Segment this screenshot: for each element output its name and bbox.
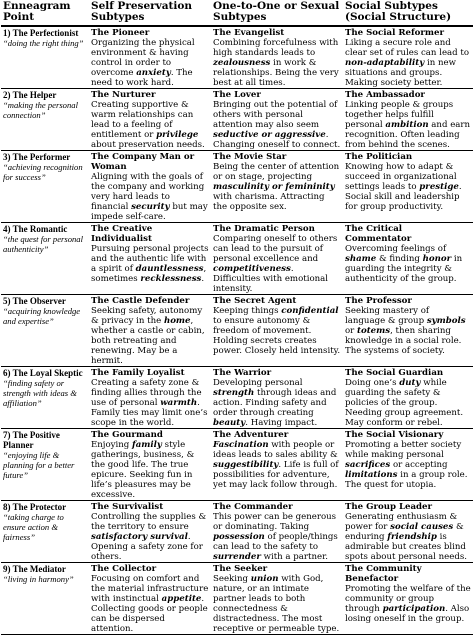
point-label: 4) The Romantic (3, 224, 68, 234)
emphasis-text: prestige (419, 182, 459, 192)
point-quote: “acquiring knowledge and expertise” (3, 306, 81, 326)
point-label: 9) The Mediator (3, 564, 66, 574)
table-row (1, 563, 473, 635)
subtype-title: The Seeker (213, 564, 268, 574)
sp-subtype-cell (89, 295, 211, 367)
emphasis-text: suggestibility (213, 460, 279, 470)
emphasis-text: beauty (213, 418, 246, 428)
subtype-description: Developing personal strength through ideas and action. Finding safety and order through creating beauty. Having impact. (213, 378, 337, 428)
enneagram-point-cell (1, 151, 89, 223)
subtype-description: Keeping things confidential to ensure autonomy & freedom of movement. Holding secrets creates power. Closely held intensity. (213, 306, 341, 356)
sx-subtype-cell (211, 223, 343, 295)
sp-subtype-cell (89, 151, 211, 223)
emphasis-text: strength (213, 388, 255, 398)
table-row (1, 295, 473, 367)
subtype-description: This power can be generous or dominating. Taking possession of people/things can lead to the safety to surrender with a partner. (213, 512, 338, 562)
emphasis-text: confidential (281, 306, 339, 316)
so-subtype-cell (343, 563, 473, 635)
table-row (1, 223, 473, 295)
sx-subtype-cell (211, 26, 343, 89)
enneagram-point-cell (1, 563, 89, 635)
point-label: 8) The Protector (3, 502, 67, 512)
sp-subtype-cell (89, 429, 211, 501)
emphasis-text: honor (422, 254, 452, 264)
point-label: 7) The Positive Planner (3, 430, 60, 450)
table-row (1, 26, 473, 89)
emphasis-text: satisfactory survival (91, 532, 188, 542)
point-quote: “taking charge to ensure action & fairness” (3, 512, 64, 542)
subtype-title: The Company Man or Woman (91, 152, 195, 172)
subtype-title: The Evangelist (213, 28, 285, 38)
emphasis-text: possession (213, 532, 265, 542)
sp-subtype-cell (89, 501, 211, 563)
header-social: Social Subtypes (Social Structure) (343, 0, 473, 26)
table-row (1, 89, 473, 151)
sx-subtype-cell (211, 367, 343, 429)
subtype-title: The Gourmand (91, 430, 163, 440)
emphasis-text: warmth (160, 398, 198, 408)
subtype-description: Aligning with the goals of the company and working very hard leads to financial security but may impede self-care. (91, 172, 208, 222)
subtype-description: Liking a secure role and clear set of rules can lead to non-adaptability in new situations and groups. Making society better. (345, 38, 470, 88)
so-subtype-cell (343, 295, 473, 367)
emphasis-text: anxiety (136, 68, 171, 78)
point-quote: “enjoying life & planning for a better future” (3, 450, 75, 480)
subtype-title: The Family Loyalist (91, 368, 185, 378)
enneagram-point-cell (1, 501, 89, 563)
header-point: Enneagram Point (1, 0, 89, 26)
emphasis-text: privilege (156, 130, 199, 140)
subtype-description: Enjoying family style gatherings, business, & the good life. The true epicure. Seeking fun in life’s pleasures may be excessive. (91, 440, 195, 500)
subtype-description: Fascination with people or ideas leads to sales ability & suggestibility. Life is full of possibilities for adventure, yet may lack follow through. (213, 440, 339, 490)
enneagram-point-cell (1, 26, 89, 89)
emphasis-text: ambition (385, 120, 429, 130)
point-label: 1) The Perfectionist (3, 28, 79, 38)
subtype-title: The Politician (345, 152, 413, 162)
subtype-description: Creating supportive & warm relationships can lead to a feeling of entitlement or privilege about preservation needs. (91, 100, 205, 150)
subtype-description: Bringing out the potential of others with personal attention may also seem seductive or aggressive. Changing oneself to connect. (213, 100, 341, 150)
sx-subtype-cell (211, 501, 343, 563)
point-quote: “finding safety or strength with ideas & affiliation” (3, 378, 77, 408)
subtype-description: Overcoming feelings of shame & finding honor in guarding the integrity & authenticity of the group. (345, 244, 463, 284)
point-quote: “living in harmony” (3, 574, 74, 584)
enneagram-point-cell (1, 223, 89, 295)
header-row (1, 0, 473, 26)
emphasis-text: social causes (390, 522, 454, 532)
sx-subtype-cell (211, 295, 343, 367)
emphasis-text: dauntlessness (135, 264, 204, 274)
subtype-title: The Nurturer (91, 90, 156, 100)
subtype-title: The Creative Individualist (91, 224, 153, 244)
subtype-description: Doing one’s duty while guarding the safety & policies of the group. Needing group agreement. May conform or rebel. (345, 378, 464, 428)
so-subtype-cell (343, 367, 473, 429)
sp-subtype-cell (89, 367, 211, 429)
so-subtype-cell (343, 429, 473, 501)
emphasis-text: totems (357, 326, 391, 336)
sx-subtype-cell (211, 563, 343, 635)
subtype-title: The Social Visionary (345, 430, 444, 440)
emphasis-text: family (132, 440, 162, 450)
so-subtype-cell (343, 26, 473, 89)
subtype-title: The Social Guardian (345, 368, 444, 378)
point-quote: “doing the right thing” (3, 38, 84, 48)
subtype-description: Seeking safety, autonomy & privacy in the home, whether a castle or cabin, both retreating and renewing. May be a hermit. (91, 306, 205, 366)
emphasis-text: zealousness (213, 58, 271, 68)
subtype-description: Pursuing personal projects and the authentic life with a spirit of dauntlessness, sometimes recklessness. (91, 244, 209, 284)
subtype-title: The Castle Defender (91, 296, 190, 306)
sp-subtype-cell (89, 89, 211, 151)
sp-subtype-cell (89, 223, 211, 295)
emphasis-text: duty (399, 378, 421, 388)
subtype-title: The Commander (213, 502, 293, 512)
subtype-title: The Adventurer (213, 430, 289, 440)
table-row (1, 367, 473, 429)
subtype-title: The Collector (91, 564, 157, 574)
so-subtype-cell (343, 89, 473, 151)
emphasis-text: Fascination (213, 440, 269, 450)
subtype-description: Promoting the welfare of the community or group through participation. Also losing oneself in the group. (345, 584, 471, 624)
subtype-title: The Critical Commentator (345, 224, 412, 244)
subtype-description: Promoting a better society while making personal sacrifices or accepting limitations in a group role. The quest for utopia. (345, 440, 468, 490)
emphasis-text: surrender (213, 552, 261, 562)
subtype-description: Seeking mastery of language & group symbols or totems, then sharing knowledge in a social role. The systems of society. (345, 306, 466, 356)
subtype-title: The Ambassador (345, 90, 425, 100)
subtype-description: Being the center of attention or on stage, projecting masculinity or femininity with charisma. Attracting the opposite sex. (213, 162, 340, 212)
emphasis-text: participation (382, 604, 446, 614)
subtype-title: The Secret Agent (213, 296, 297, 306)
enneagram-point-cell (1, 367, 89, 429)
emphasis-text: masculinity or femininity (213, 182, 335, 192)
subtype-description: Creating a safety zone & finding allies through the use of personal warmth. Family ties may limit one’s scope in the world. (91, 378, 208, 428)
emphasis-text: shame (345, 254, 377, 264)
emphasis-text: friendship (387, 532, 437, 542)
subtype-title: The Professor (345, 296, 412, 306)
subtype-title: The Dramatic Person (213, 224, 315, 234)
emphasis-text: union (250, 574, 279, 584)
sx-subtype-cell (211, 151, 343, 223)
sp-subtype-cell (89, 26, 211, 89)
emphasis-text: limitations (345, 470, 398, 480)
table-body (1, 26, 473, 635)
emphasis-text: recklessness (140, 274, 202, 284)
subtype-description: Linking people & groups together helps fulfill personal ambition and earn recognition. Often leading from behind the scenes. (345, 100, 471, 150)
subtype-title: The Social Reformer (345, 28, 445, 38)
emphasis-text: security (131, 202, 170, 212)
table-row (1, 151, 473, 223)
subtype-description: Knowing how to adapt & succeed in organizational settings leads to prestige. Social skill and leadership for group productivity. (345, 162, 462, 212)
sx-subtype-cell (211, 429, 343, 501)
so-subtype-cell (343, 501, 473, 563)
point-quote: “making the personal connection” (3, 100, 78, 120)
point-quote: “the quest for personal authenticity” (3, 234, 83, 254)
subtype-description: Combining forcefulness with high standards leads to zealousness in work & relationships. Being the very best at all times. (213, 38, 339, 88)
subtype-description: Seeking union with God, nature, or an intimate partner leads to both connectedness & distractedness. The most receptive or permeable type. (213, 574, 340, 634)
enneagram-point-cell (1, 89, 89, 151)
point-label: 5) The Observer (3, 296, 66, 306)
emphasis-text: non-adaptability (345, 58, 425, 68)
emphasis-text: competitiveness (213, 264, 291, 274)
table-row (1, 429, 473, 501)
subtype-description: Organizing the physical environment & having control in order to overcome anxiety. The need to work hard. (91, 38, 195, 88)
subtype-title: The Lover (213, 90, 261, 100)
header-one-to-one: One-to-One or Sexual Subtypes (211, 0, 343, 26)
emphasis-text: home (163, 316, 191, 326)
subtype-description: Controlling the supplies & the territory to ensure satisfactory survival. Opening a safety zone for others. (91, 512, 207, 562)
subtype-title: The Community Benefactor (345, 564, 422, 584)
subtype-description: Generating enthusiasm & power for social causes & enduring friendship is admirable but creates blind spots about personal needs. (345, 512, 467, 562)
subtype-title: The Movie Star (213, 152, 287, 162)
enneagram-subtypes-table (1, 0, 473, 635)
enneagram-point-cell (1, 429, 89, 501)
header-self-preservation: Self Preservation Subtypes (89, 0, 211, 26)
subtype-title: The Warrior (213, 368, 272, 378)
subtype-title: The Group Leader (345, 502, 433, 512)
enneagram-point-cell (1, 295, 89, 367)
emphasis-text: appetite (161, 594, 202, 604)
emphasis-text: seductive or aggressive (213, 130, 326, 140)
subtype-title: The Pioneer (91, 28, 150, 38)
so-subtype-cell (343, 151, 473, 223)
so-subtype-cell (343, 223, 473, 295)
sx-subtype-cell (211, 89, 343, 151)
subtype-description: Comparing oneself to others can lead to the pursuit of personal excellence and competitiveness. Difficulties with emotional intensity. (213, 234, 338, 294)
point-quote: “achieving recognition for success” (3, 162, 83, 182)
table-row (1, 501, 473, 563)
point-label: 2) The Helper (3, 90, 57, 100)
subtype-title: The Survivalist (91, 502, 164, 512)
point-label: 6) The Loyal Skeptic (3, 368, 83, 378)
point-label: 3) The Performer (3, 152, 71, 162)
emphasis-text: symbols (426, 316, 466, 326)
sp-subtype-cell (89, 563, 211, 635)
emphasis-text: sacrifices (345, 460, 391, 470)
subtype-description: Focusing on comfort and the material infrastructure with instinctual appetite. Collecting goods or people can be dispersed attention. (91, 574, 209, 634)
